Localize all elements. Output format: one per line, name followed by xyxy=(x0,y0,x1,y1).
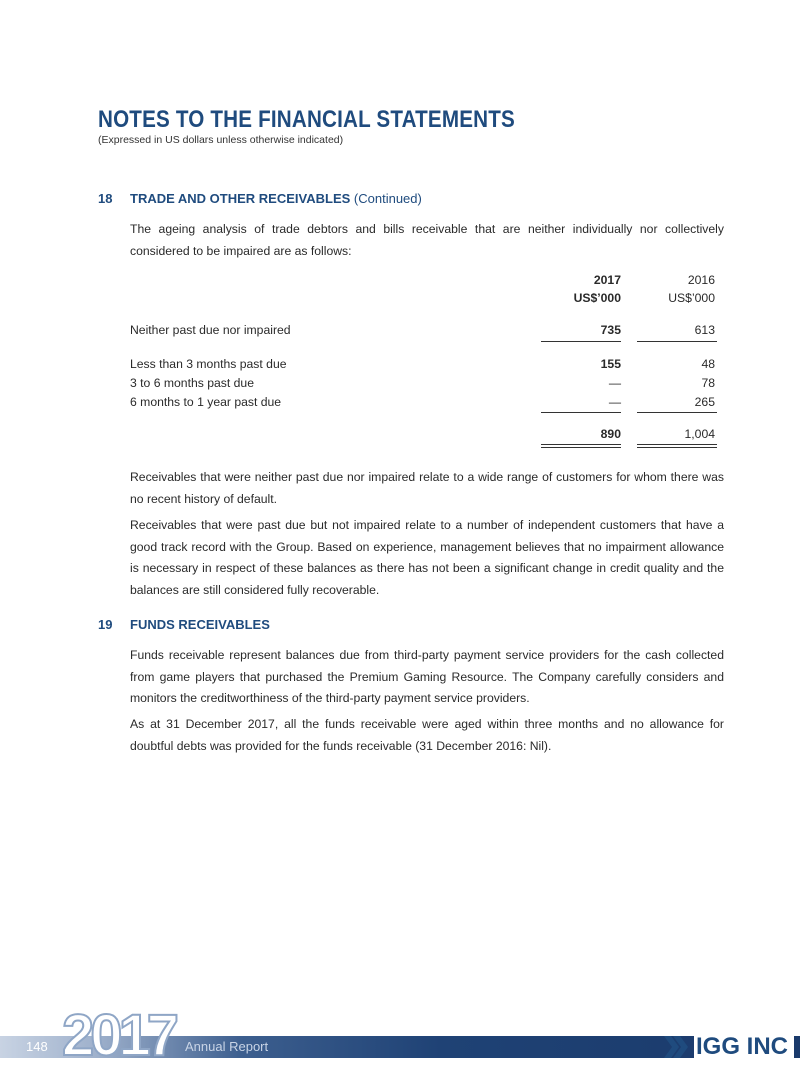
table-row xyxy=(130,323,724,341)
section-18-title-text: TRADE AND OTHER RECEIVABLES xyxy=(130,191,351,206)
row-label: Less than 3 months past due xyxy=(130,357,287,371)
row-label: Neither past due nor impaired xyxy=(130,323,291,337)
divider xyxy=(541,412,621,413)
section-18-intro: The ageing analysis of trade debtors and bills receivable that are neither individually nor collectively considered to be impaired are as follows: xyxy=(130,222,724,258)
page-title: NOTES TO THE FINANCIAL STATEMENTS xyxy=(98,106,515,133)
section-19-para-1: Funds receivable represent balances due from third-party payment service providers for the cash collected from game players that purchased the Premium Gaming Resource. The Company carefully considers and monitors the creditworthiness of the third-party payment service providers. xyxy=(130,648,724,705)
double-underline xyxy=(541,444,621,445)
col-year-2017: 2017 xyxy=(593,273,621,287)
section-19-para-2: As at 31 December 2017, all the funds receivable were aged within three months and no allowance for doubtful debts was provided for the funds receivable (31 December 2016: Nil). xyxy=(130,717,724,753)
row-value-2016: 48 xyxy=(701,357,715,371)
row-value-2017: 155 xyxy=(600,357,621,371)
double-underline xyxy=(637,447,717,448)
row-value-2017: 735 xyxy=(600,323,621,337)
year-logo: 2017 xyxy=(62,1003,176,1068)
total-2017: 890 xyxy=(600,427,621,441)
section-19-title: FUNDS RECEIVABLES xyxy=(130,617,270,632)
page-subtitle: (Expressed in US dollars unless otherwise indicated) xyxy=(98,134,344,146)
row-value-2016: 78 xyxy=(701,376,715,390)
table-total-row xyxy=(130,427,724,445)
table-row xyxy=(130,395,724,413)
row-value-2017: — xyxy=(608,395,621,409)
row-value-2017: — xyxy=(608,376,621,390)
double-chevron-icon xyxy=(662,1033,690,1061)
company-logo: IGG INC xyxy=(694,1033,794,1061)
table-row xyxy=(130,376,724,394)
divider xyxy=(541,341,621,342)
section-18-number: 18 xyxy=(98,191,113,206)
total-2016: 1,004 xyxy=(684,427,715,441)
row-label: 3 to 6 months past due xyxy=(130,376,254,390)
row-value-2016: 265 xyxy=(694,395,715,409)
page-number: 148 xyxy=(26,1039,48,1054)
divider xyxy=(637,412,717,413)
col-unit-2016: US$’000 xyxy=(668,291,715,305)
table-header-years xyxy=(130,273,724,291)
divider xyxy=(637,341,717,342)
annual-report-label: Annual Report xyxy=(185,1039,269,1054)
row-value-2016: 613 xyxy=(694,323,715,337)
double-underline xyxy=(541,447,621,448)
section-18-continued: (Continued) xyxy=(353,191,422,206)
section-18-para-1: Receivables that were neither past due nor impaired relate to a wide range of customers for whom there was no recent history of default. xyxy=(130,470,724,506)
section-18-title xyxy=(130,191,422,206)
row-label: 6 months to 1 year past due xyxy=(130,395,282,409)
section-19-number: 19 xyxy=(98,617,113,632)
table-header-units xyxy=(130,291,724,309)
col-unit-2017: US$’000 xyxy=(573,291,621,305)
section-18-para-2: Receivables that were past due but not impaired relate to a number of independent customers that have a good track record with the Group. Based on experience, management believes that no impairment allowance is necessary in respect of these balances as there has not been a significant change in credit quality and the balances are still considered fully recoverable. xyxy=(130,518,724,597)
col-year-2016: 2016 xyxy=(687,273,715,287)
double-underline xyxy=(637,444,717,445)
table-row xyxy=(130,357,724,375)
